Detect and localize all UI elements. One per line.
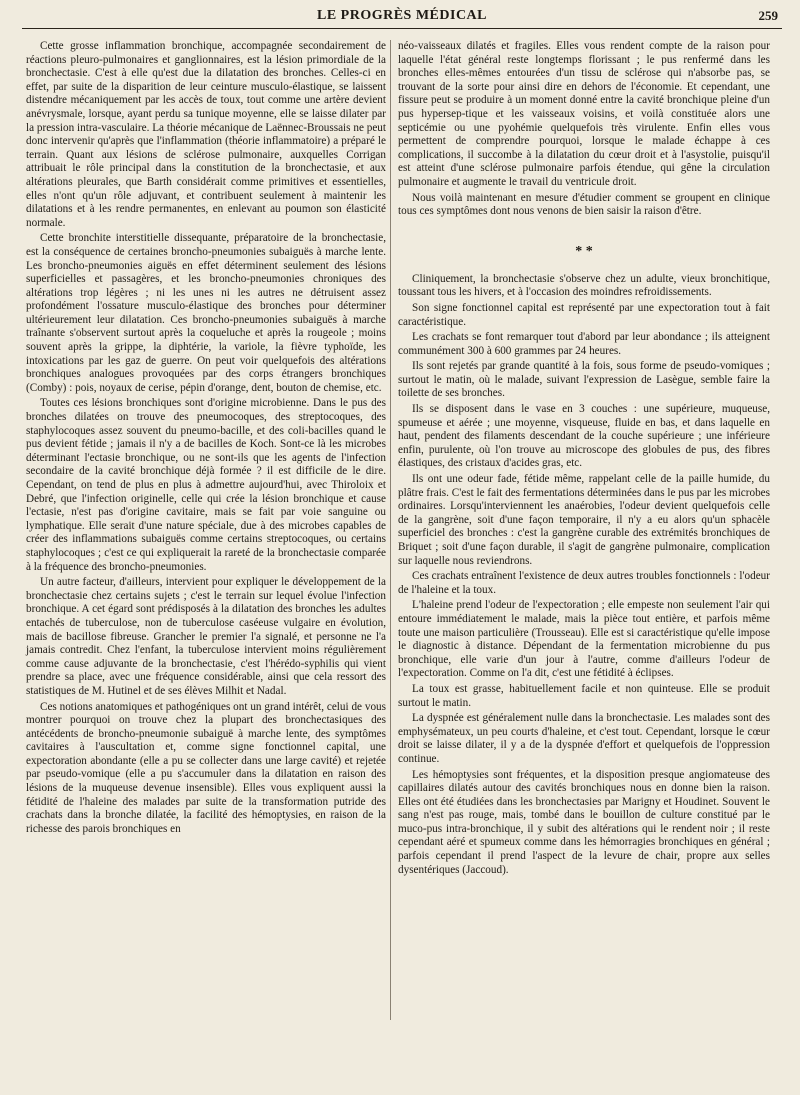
paragraph: Ils sont rejetés par grande quantité à la fois, sous forme de pseudo-vomiques ; surtout le matin, où le malade, suivant l'expression de Lasègue, semble faire la toilette de ses bronches. xyxy=(398,360,770,400)
paragraph: Toutes ces lésions bronchiques sont d'origine microbienne. Dans le pus des bronches dilatées on trouve des pneumocoques, des streptocoques, des staphylocoques assez souvent du pneumo-bacille, et des coli-bacilles quand le pus devient fétide ; jamais il n'y a de bacilles de Koch. Sont-ce là les microbes déterminant l'ectasie bronchique, ou ne sont-ils que les agents de l'infection secondaire de la cavité bronchique déjà formée ? il est difficile de le dire. Cependant, on tend de plus en plus à admettre aujourd'hui, avec Thiroloix et Debré, que l'infection originelle, celle qui crée la lésion bronchique et cause l'ectasie, n'est pas d'origine cavitaire, mais se fait par voie sanguine ou lymphatique. Elle serait d'une nature spéciale, due à des microbes capables de créer des inflammations subaiguës comme certains streptocoques, ou certains staphylocoques ; c'est ce qui expliquerait la rareté de la bronchectasie comparée à la fréquence des broncho-pneumonies. xyxy=(26,397,386,573)
paragraph: Ils se disposent dans le vase en 3 couches : une supérieure, muqueuse, spumeuse et aérée ; une moyenne, visqueuse, fluide en bas, et dans laquelle en haut, pendent des filaments descendant de la couche supérieure ; une inférieure enfin, purulente, où l'on trouve au microscope des globules de pus, des fibres élastiques, des cristaux d'acides gras, etc. xyxy=(398,403,770,470)
page-header xyxy=(22,6,782,29)
paragraph: Les crachats se font remarquer tout d'abord par leur abondance ; ils atteignent communément 300 à 600 grammes par 24 heures. xyxy=(398,331,770,357)
paragraph: Cette bronchite interstitielle dissequante, préparatoire de la bronchectasie, est la conséquence de certaines broncho-pneumonies subaiguës à marche lente. Les broncho-pneumonies aiguës en effet déterminent seulement des lésions superficielles et passagères, et les broncho-pneumonies chroniques des altérations trop légères ; ni les unes ni les autres ne détruisent assez profondément l'ossature musculo-élastique des bronches pour déterminer ultérieurement leur dilatation. Ces broncho-pneumonies subaiguës à marche traînante s'observent surtout après la coqueluche et après la rougeole ; moins souvent après la grippe, la diphtérie, la variole, la fièvre typhoïde, les intoxications par les gaz de guerre. On peut voir quelquefois des altérations bronchiques analogues provoquées par des corps étrangers bronchiques (Comby) : pois, noyaux de cerise, pépin d'orange, dent, bouton de chemise, etc. xyxy=(26,232,386,394)
paragraph: néo-vaisseaux dilatés et fragiles. Elles vous rendent compte de la raison pour laquelle l'état général reste longtemps florissant ; le pus renfermé dans les bronches elles-mêmes entourées d'un tissu de sclérose qui n'absorbe pas, se trouvant de la sorte pour ainsi dire en dehors de l'économie. Et cependant, une fissure peut se produire à un moment donné entre la cavité bronchique pleine d'un pus hypersep-tique et les vaisseaux voisins, et voilà constituée alors une septicémie ou une pyohémie quelquefois très virulente. Enfin elles vous permettent de comprendre pourquoi, lorsque le malade échappe à ces complications, il succombe à la dilatation du cœur droit et à l'asystolie, puisqu'il est atteint d'une sclérose pulmonaire parfois étendue, qui gêne la circulation pulmonaire et augmente le travail du ventricule droit. xyxy=(398,40,770,188)
paragraph: L'haleine prend l'odeur de l'expectoration ; elle empeste non seulement l'air qui entoure immédiatement le malade, mais la pièce tout entière, et parfois même toute une maison particulière (Trousseau). Elle est si caractéristique qu'elle impose le diagnostic à distance. Dépendant de la fermentation microbienne du pus bronchique, elle varie d'un jour à l'autre, comme d'ailleurs l'odeur de l'expectoration. Comme on l'a dit, c'est une fétidité à éclipses. xyxy=(398,599,770,680)
section-separator: * * xyxy=(575,243,593,259)
paragraph: Les hémoptysies sont fréquentes, et la disposition presque angiomateuse des capillaires dilatés autour des cavités bronchiques nous en donne bien la raison. Elles ont été étudiées dans les bronchectasies par Marigny et Houdinet. Souvent le sang n'est pas rouge, mais, tombé dans le bouillon de culture constitué par le muco-pus intra-bronchique, il y subit des altérations qui le rendent noir ; il reste cependant aéré et spumeux comme dans les hémorragies bronchiques en général ; parfois cependant il prend l'aspect de la levure de chair, propre aux selles dysentériques (Jaccoud). xyxy=(398,768,770,876)
page-number: 259 xyxy=(758,8,778,23)
paragraph: Un autre facteur, d'ailleurs, intervient pour expliquer le développement de la bronchectasie chez certains sujets ; c'est le terrain sur lequel évolue l'infection bronchique. A cet égard sont prédisposés à la dilatation des bronches les adultes entachés de tuberculose, non de tuberculose caséeuse vulgaire en évolution, mais de bacillose fibreuse. Grancher le premier l'a signalé, et personne ne l'a jamais contredit. Chez l'enfant, la tuberculose intervient moins régulièrement comme cause adjuvante de la bronchectasie, c'est l'hérédo-syphilis qui vient prendre sa place, avec une fréquence considérable, ainsi que cela ressort des statistiques de M. Hutinel et de ses élèves Milhit et Nadal. xyxy=(26,576,386,697)
right-column xyxy=(398,40,770,879)
paragraph: Nous voilà maintenant en mesure d'étudier comment se groupent en clinique tous ces symptômes dont nous venons de bien saisir la raison d'être. xyxy=(398,191,770,218)
paragraph: La dyspnée est généralement nulle dans la bronchectasie. Les malades sont des emphysémateux, un peu courts d'haleine, et c'est tout. Cependant, lorsque le cœur droit se laisse dilater, il y a de la dyspnée d'effort et quelquefois de l'oppression continue. xyxy=(398,712,770,765)
paragraph: Ces crachats entraînent l'existence de deux autres troubles fonctionnels : l'odeur de l'haleine et la toux. xyxy=(398,570,770,596)
paragraph: Son signe fonctionnel capital est représenté par une expectoration tout à fait caractéristique. xyxy=(398,301,770,328)
column-divider xyxy=(390,40,391,1020)
paragraph: Ils ont une odeur fade, fétide même, rappelant celle de la paille humide, du plâtre frais. C'est le fait des fermentations déterminées dans le pus par les microbes ordinaires. Lorsqu'interviennent les anaérobies, l'odeur devient quelquefois celle de la gangrène, soit d'une façon temporaire, il n'y a eu alors qu'un sphacèle superficiel des bronches : c'est la gangrène curable des extrémités bronchiques de Briquet ; soit d'une façon durable, il s'agit de gangrène pulmonaire, complication sur laquelle nous reviendrons. xyxy=(398,473,770,567)
left-column xyxy=(26,40,386,838)
journal-title: LE PROGRÈS MÉDICAL xyxy=(316,8,488,23)
paragraph: La toux est grasse, habituellement facile et non quinteuse. Elle se produit surtout le matin. xyxy=(398,682,770,709)
paragraph: Cliniquement, la bronchectasie s'observe chez un adulte, vieux bronchitique, toussant tous les hivers, et à l'occasion des moindres refroidissements. xyxy=(398,272,770,299)
paragraph: Ces notions anatomiques et pathogéniques ont un grand intérêt, celui de vous montrer pourquoi on trouve chez la plupart des bronchectasiques des antécédents de broncho-pneumonie subaiguë à marche lente, des symptômes cavitaires à l'auscultation et, comme signe fonctionnel capital, une expectoration abondante (elle a pu se collecter dans une large cavité) et rejetée par pseudo-vomique (elle a pu s'accumuler dans la dilatation en raison des lésions de la muqueuse devenue insensible). Elles vous expliquent aussi la fétidité de l'haleine des malades par suite de la transformation putride des crachats dans la bronche dilatée, la facilité des hémoptysies, en raison de la richesse des parois bronchiques en xyxy=(26,700,386,835)
paragraph: Cette grosse inflammation bronchique, accompagnée secondairement de réactions pleuro-pulmonaires et ganglionnaires, est la lésion primordiale de la bronchectasie. C'est à elle qu'est due la dilatation des bronches. Celles-ci en effet, par suite de la disparition de leur ceinture musculo-élastique, se laissent distendre mécaniquement par les accès de toux, tout comme une artère devient anévrysmale, lorsque, ayant perdu sa tunique moyenne, elle se laisse dilater par la pression intra-vasculaire. La théorie mécanique de Laënnec-Broussais ne peut donc intervenir qu'après que l'inflammation (théorie inflammatoire) a préparé le terrain. Quant aux lésions de sclérose pulmonaire, auxquelles Corrigan attribuait le rôle principal dans la constitution de la bronchectasie, et aux altérations pleurales, que Barth considérait comme primitives et essentielles, elles n'ont qu'un rôle adjuvant, et contribuent seulement à maintenir les dilatations et à les rendre permanentes, en enlevant au poumon son élasticité normale. xyxy=(26,40,386,229)
